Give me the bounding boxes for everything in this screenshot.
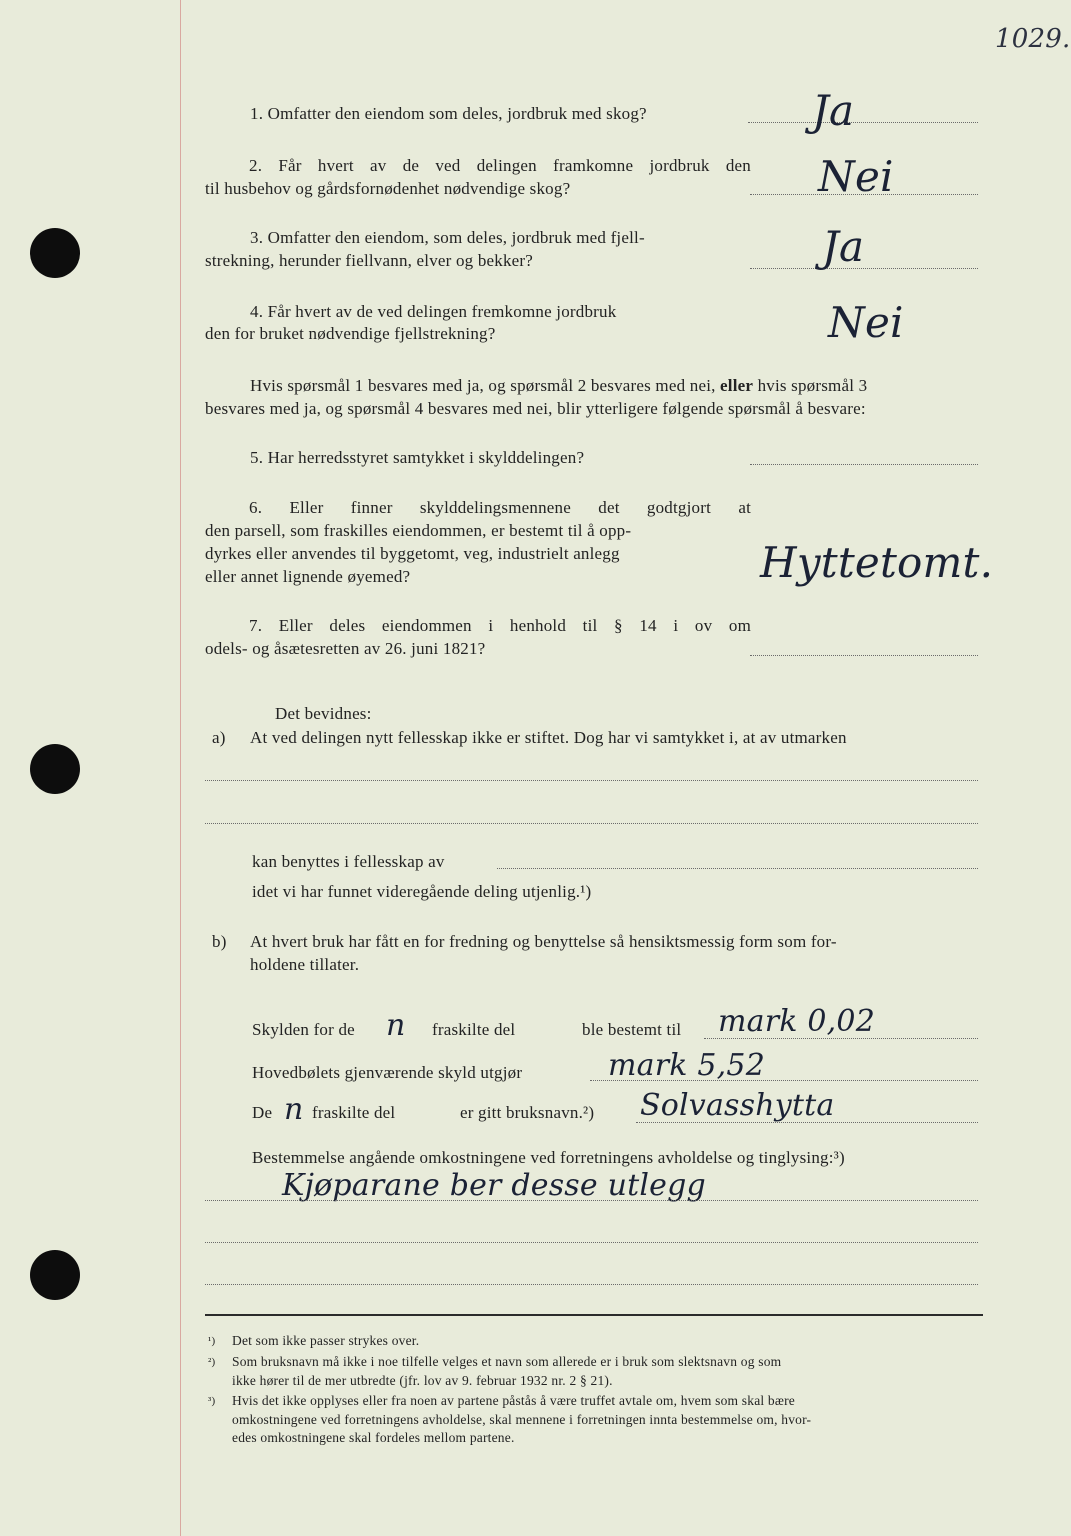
- further-division-text: idet vi har funnet videregående deling utjenlig.¹): [252, 882, 592, 901]
- question-3-line-2: strekning, herunder fiellvann, elver og bekker?: [205, 251, 534, 270]
- question-4-line-1: 4. Får hvert av de ved delingen fremkomne jordbruk: [250, 302, 617, 321]
- question-6-line-3: dyrkes eller anvendes til byggetomt, veg, industrielt anlegg: [205, 544, 620, 563]
- skyld-label-1: Skylden for de: [252, 1020, 355, 1039]
- blank-line: [205, 1242, 978, 1243]
- question-7-line-2: odels- og åsætesretten av 26. juni 1821?: [205, 639, 486, 658]
- punch-hole: [30, 228, 80, 278]
- blank-line: [205, 1200, 978, 1201]
- blank-line: [205, 1284, 978, 1285]
- question-6-line-2: den parsell, som fraskilles eiendommen, er bestemt til å opp-: [205, 521, 632, 540]
- name-label-3: er gitt bruksnavn.²): [460, 1103, 595, 1122]
- question-2-line-2: til husbehov og gårdsfornødenhet nødvendige skog?: [205, 179, 571, 198]
- document-page: 1029. 1. Omfatter den eiendom som deles, jordbruk med skog? Ja 2. Får hvert av de ved delingen framkomne jordbruk den til husbehov og gårdsfornødenhet nødvendige skog? Nei 3. Omfatter den eiendom, som deles, jordbruk med fjell- strekning, herunder fiellvann, elver og bekker? Ja 4. Får hvert av de ved delingen fremkomne jordbruk den for bruket nødvendige fjellstrekning? Nei Hvis spørsmål 1 besvares med ja, og spørsmål 2 besvares med nei, eller hvis spørsmål 3 besvares med ja, og spørsmål 4 besvares med nei, blir ytterligere følgende spørsmål å besvare: 5. Har herredsstyret samtykket i skylddelingen? 6. Eller finner skylddelingsmennene det godtgjort at den parsell, som fraskilles eiendommen, er bestemt til å opp- dyrkes eller anvendes til byggetomt, veg, industrielt anlegg eller annet lignende øyemed? Hyttetomt. 7. Eller deles eiendommen i henhold til § 14 i ov om odels- og åsætesretten av 26. juni 1821? Det bevidnes: a) At ved delingen nytt fellesskap ikke er stiftet. Dog har vi samtykket i, at av utmarken kan benyttes i fellesskap av idet vi har funnet videregående deling utjenlig.¹) b) At hvert bruk har fått en for fredning og benyttelse så hensiktsmessig form som for- holdene tillater. Skylden for de n fraskilte del ble bestemt til mark 0,02 Hovedbølets gjenværende skyld utgjør mark 5,52 De n fraskilte del er gitt bruksnavn.²) Solvasshytta Bestemmelse angående omkostningene ved forretningens avholdelse og tinglysing:³) Kjøparane ber desse utlegg ¹) Det som ikke passer strykes over. ²) Som bruksnavn må ikke i noe tilfelle velges et navn som allerede er i bruk som slektsnavn og som ikke hører til de mer utbredte (jfr. lov av 9. februar 1932 nr. 2 § 21). ³) Hvis det ikke opplyses eller fra noen av partene påstås å være truffet avtale om, hvem som skal bære omkostningene ved forretningens avholdelse, skal mennene i forretningen innta bestemmelse om, hvor- edes omkostningene skal fordeles mellom partene.: [0, 0, 1071, 1536]
- margin-line: [180, 0, 181, 1536]
- blank-line: [497, 868, 978, 869]
- question-7-line-1: 7. Eller deles eiendommen i henhold til § 14 i ov om: [249, 616, 751, 635]
- question-3-answer: Ja: [822, 222, 865, 271]
- shared-use-label: kan benyttes i fellesskap av: [252, 852, 445, 871]
- question-6-line-4: eller annet lignende øyemed?: [205, 567, 411, 586]
- question-4-answer: Nei: [828, 298, 904, 347]
- item-a-label: a): [212, 728, 226, 747]
- blank-line: [205, 780, 978, 781]
- item-a-text: At ved delingen nytt fellesskap ikke er stiftet. Dog har vi samtykket i, at av utmarken: [250, 728, 847, 747]
- answer-line: [750, 655, 978, 656]
- answer-line: [748, 122, 978, 123]
- costs-label: Bestemmelse angående omkostningene ved forretningens avholdelse og tinglysing:³): [252, 1148, 845, 1167]
- remaining-value: mark 5,52: [608, 1048, 765, 1083]
- name-mark: n: [284, 1092, 304, 1127]
- name-label-2: fraskilte del: [312, 1103, 396, 1122]
- question-6-line-1: 6. Eller finner skylddelingsmennene det godtgjort at: [249, 498, 751, 517]
- question-6-answer: Hyttetomt.: [760, 538, 994, 587]
- skyld-value: mark 0,02: [718, 1004, 875, 1039]
- condition-line-1: Hvis spørsmål 1 besvares med ja, og spørsmål 2 besvares med nei, eller hvis spørsmål 3: [250, 376, 868, 395]
- question-1-text: 1. Omfatter den eiendom som deles, jordbruk med skog?: [250, 104, 647, 123]
- remaining-label: Hovedbølets gjenværende skyld utgjør: [252, 1063, 523, 1082]
- skyld-label-3: ble bestemt til: [582, 1020, 682, 1039]
- item-b-line-1: At hvert bruk har fått en for fredning og benyttelse så hensiktsmessig form som for-: [250, 932, 837, 951]
- item-b-label: b): [212, 932, 227, 951]
- question-2-answer: Nei: [818, 152, 894, 201]
- page-number: 1029.: [995, 24, 1071, 54]
- costs-value: Kjøparane ber desse utlegg: [282, 1168, 706, 1203]
- blank-line: [205, 823, 978, 824]
- condition-line-2: besvares med ja, og spørsmål 4 besvares med nei, blir ytterligere følgende spørsmål å besvare:: [205, 399, 866, 418]
- answer-line: [750, 464, 978, 465]
- item-b-line-2: holdene tillater.: [250, 955, 360, 974]
- question-5-text: 5. Har herredsstyret samtykket i skylddelingen?: [250, 448, 585, 467]
- punch-hole: [30, 1250, 80, 1300]
- question-3-line-1: 3. Omfatter den eiendom, som deles, jordbruk med fjell-: [250, 228, 645, 247]
- question-1-answer: Ja: [812, 86, 855, 135]
- certification-heading: Det bevidnes:: [275, 704, 372, 723]
- question-4-line-2: den for bruket nødvendige fjellstrekning?: [205, 324, 496, 343]
- footnote-rule: [205, 1314, 983, 1316]
- name-value: Solvasshytta: [640, 1088, 835, 1123]
- punch-hole: [30, 744, 80, 794]
- skyld-mark: n: [386, 1008, 406, 1043]
- skyld-label-2: fraskilte del: [432, 1020, 516, 1039]
- question-2-line-1: 2. Får hvert av de ved delingen framkomne jordbruk den: [249, 156, 751, 175]
- name-label-1: De: [252, 1103, 273, 1122]
